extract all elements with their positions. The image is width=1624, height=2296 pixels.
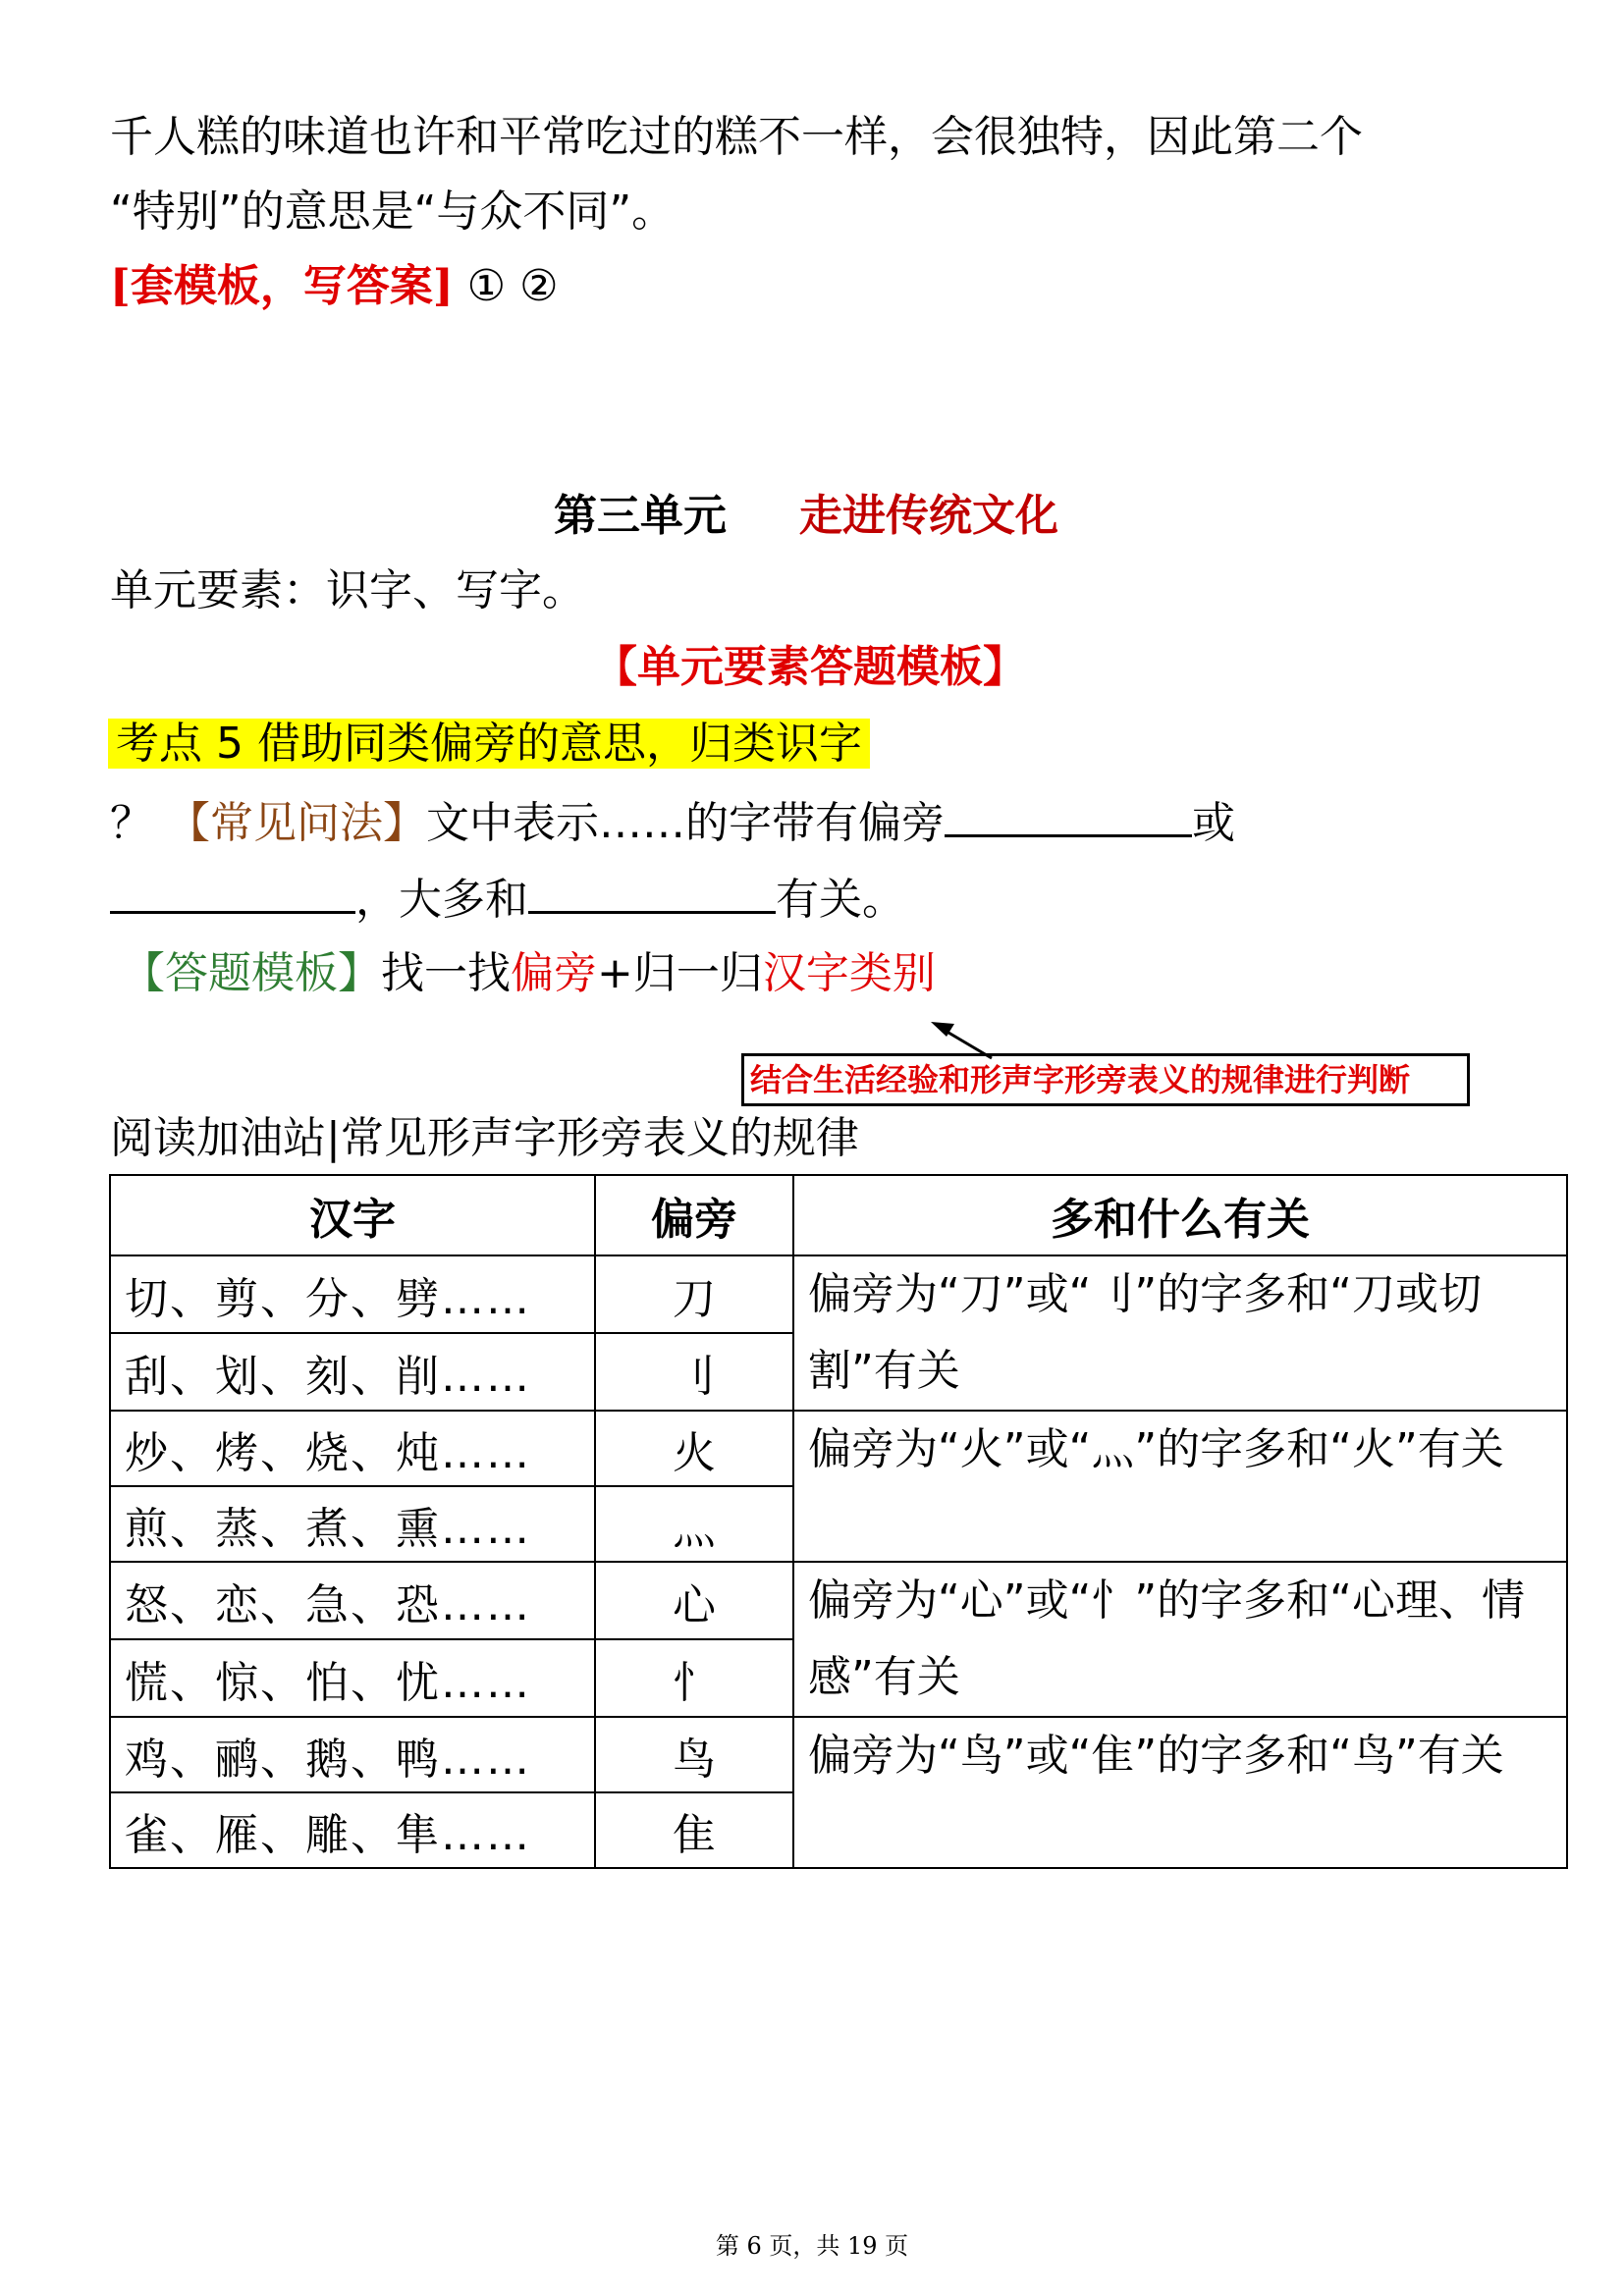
radical-cell: 刂 <box>595 1333 793 1411</box>
meaning-cell: 偏旁为“心”或“忄”的字多和“心理、情感”有关 <box>793 1562 1567 1717</box>
chars-cell: 鸡、鹂、鹅、鸭…… <box>110 1717 595 1792</box>
table-row <box>110 1717 1567 1792</box>
note-box: 结合生活经验和形声字形旁表义的规律进行判断 <box>741 1053 1470 1106</box>
table-row <box>110 1411 1567 1486</box>
intro-line-2: “特别”的意思是“与众不同”。 <box>110 187 676 237</box>
header-meaning: 多和什么有关 <box>793 1175 1567 1255</box>
question-comma: ，大多和 <box>355 875 528 925</box>
chars-cell: 切、剪、分、劈…… <box>110 1255 595 1333</box>
radical-cell: 鸟 <box>595 1717 793 1792</box>
chars-cell: 慌、惊、怕、忧…… <box>110 1639 595 1717</box>
radical-cell: 刀 <box>595 1255 793 1333</box>
question-or: 或 <box>1192 798 1235 848</box>
chars-cell: 煎、蒸、煮、熏…… <box>110 1486 595 1562</box>
radical-cell: 灬 <box>595 1486 793 1562</box>
radical-cell: 隹 <box>595 1792 793 1868</box>
radical-cell: 忄 <box>595 1639 793 1717</box>
answer-find: 找一找 <box>381 948 511 998</box>
meaning-cell: 偏旁为“火”或“灬”的字多和“火”有关 <box>793 1411 1567 1562</box>
question-related: 有关。 <box>776 875 905 925</box>
header-chars: 汉字 <box>110 1175 595 1255</box>
question-mark: ？ <box>110 798 153 848</box>
template-heading: 【单元要素答题模板】 <box>594 642 1026 692</box>
meaning-cell: 偏旁为“刀”或“刂”的字多和“刀或切割”有关 <box>793 1255 1567 1411</box>
chars-cell: 刮、划、刻、削…… <box>110 1333 595 1411</box>
table-row <box>110 1562 1567 1639</box>
exam-point-highlight: 考点 5 借助同类偏旁的意思，归类识字 <box>108 719 870 769</box>
question-text: 文中表示……的字带有偏旁 <box>426 798 945 848</box>
unit-elements: 单元要素：识字、写字。 <box>110 565 585 615</box>
table-header-row <box>110 1175 1567 1255</box>
unit-name: 走进传统文化 <box>799 491 1058 541</box>
reading-title: 阅读加油站|常见形声字形旁表义的规律 <box>110 1113 859 1163</box>
page-footer: 第 6 页，共 19 页 <box>715 2232 909 2260</box>
radical-table <box>109 1174 1568 1869</box>
chars-cell: 雀、雁、雕、隼…… <box>110 1792 595 1868</box>
table-row <box>110 1255 1567 1333</box>
chars-cell: 炒、烤、烧、炖…… <box>110 1411 595 1486</box>
chars-cell: 怒、恋、急、恐…… <box>110 1562 595 1639</box>
answer-middle: +归一归 <box>597 948 763 998</box>
header-radical: 偏旁 <box>595 1175 793 1255</box>
template-label: [套模板，写答案] <box>110 261 454 311</box>
answer-category: 汉字类别 <box>762 948 936 998</box>
question-label: 【常见问法】 <box>167 798 426 848</box>
intro-line-1: 千人糕的味道也许和平常吃过的糕不一样，会很独特，因此第二个 <box>110 112 1363 162</box>
answer-radical: 偏旁 <box>511 948 597 998</box>
radical-cell: 火 <box>595 1411 793 1486</box>
answer-circles: ① ② <box>466 261 559 311</box>
answer-label: 【答题模板】 <box>122 948 381 998</box>
pointer-arrow-icon <box>0 0 1624 1109</box>
radical-cell: 心 <box>595 1562 793 1639</box>
meaning-cell: 偏旁为“鸟”或“隹”的字多和“鸟”有关 <box>793 1717 1567 1868</box>
unit-number: 第三单元 <box>554 491 727 541</box>
